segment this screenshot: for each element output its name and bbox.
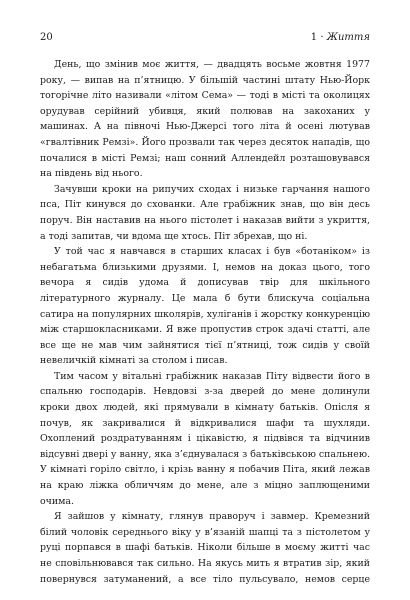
paragraph-3: У той час я навчався в старших класах і був «ботаніком» із небагатьма близькими друзями. І, немов на доказ цього, того вечора я сидів удома й дописував твір для шкільного літературного журналу. Це мала б бути блискуча соціальна сатира на популярних школярів, хуліганів і жорстку конкуренцію між старшокласниками. Я вже пропустив строк здачі статті, але все ще не мав чим зайнятися тієї п’ятниці, тож сидів у своїй невеличкій кімнаті за столом і писав. [40, 246, 370, 367]
chapter-heading [311, 30, 370, 46]
paragraph-2: Зачувши кроки на рипучих сходах і низьке гарчання нашого пса, Піт кинувся до схованки. Але грабіжник знав, що він десь поруч. Він наставив на нього пістолет і наказав вийти з укриття, а тоді запитав, чи вдома ще хтось. Піт збрехав, що ні. [40, 183, 370, 242]
page-number: 20 [40, 32, 53, 43]
paragraph-4: Тим часом у вітальні грабіжник наказав Піту відвести його в спальню господарів. Невдовзі з-за дверей до мене долинули кроки двох людей, які прямували в кімнату батьків. Опісля я почув, як закривалися й відкривалися шафи та шухляди. Охоплений роздратуванням і цікавістю, я підвівся та відчинив відсувні двері у ванну, яка з’єднувалася з батьківською спальнею. У кімнаті горіло світло, і крізь ванну я побачив Піта, який лежав на краю ліжка обличчям до мене, але з міцно заплющеними очима. [40, 370, 370, 507]
body-text [40, 57, 370, 587]
chapter-title: Життя [326, 32, 370, 43]
header-separator: · [320, 32, 324, 43]
paragraph-5: Я зайшов у кімнату, глянув праворуч і завмер. Кремезний білий чоловік середнього віку у в’язаній шапці та з пістолетом у руці порпався в шафі батьків. Ніколи більше в моєму житті час не сповільнювався так сильно. На якусь мить я втратив зір, який повернувся затуманений, а все тіло пульсувало, немов серце [40, 511, 370, 585]
paragraph-1: День, що змінив моє життя, — двадцять восьме жовтня 1977 року, — випав на п’ятницю. У більшій частині штату Нью-Йорк тогорічне літо називали «літом Сема» — тоді в місті та околицях орудував серійний убивця, який полював на закоханих у машинах. А на півночі Нью-Джерсі того літа й осені лютував «гвалтівник Ремзі». Його прозвали так через десяток нападів, що почалися в місті Ремзі; наш сонний Аллендейл розташовувався на південь від нього. [40, 59, 370, 180]
running-header [40, 30, 370, 46]
chapter-number: 1 [310, 32, 318, 43]
